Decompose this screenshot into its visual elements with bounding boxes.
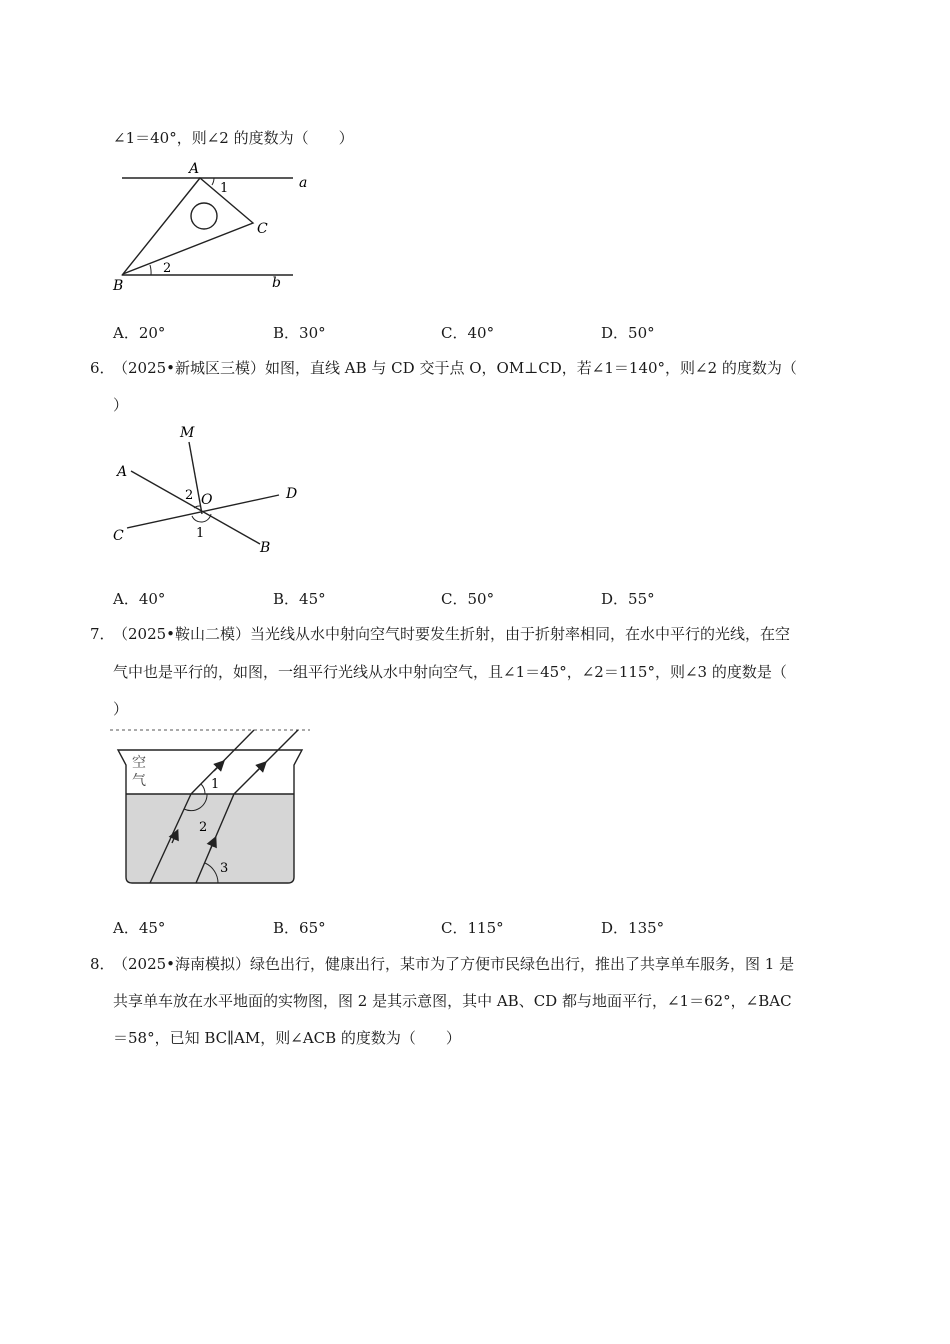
label-D: D (286, 486, 298, 502)
q5-option-b: B．30° (273, 324, 326, 342)
q5-stem-tail: ∠1＝40°，则∠2 的度数为（ ） (113, 129, 354, 147)
q8-stem-line1: （2025•海南模拟）绿色出行，健康出行，某市为了方便市民绿色出行，推出了共享单车服务，图 1 是 (113, 955, 795, 973)
label-b: b (272, 275, 281, 291)
angle-1-arc (212, 178, 214, 185)
q7-option-b: B．65° (273, 919, 326, 937)
ruler-hole (191, 203, 217, 229)
q7-option-a: A．45° (113, 919, 166, 937)
q7-option-c: C．115° (441, 919, 504, 937)
label-B: B (113, 278, 124, 294)
angle-2-label: 2 (185, 488, 194, 503)
angle-1-label: 1 (196, 526, 205, 541)
q7-number: 7． (90, 625, 115, 643)
label-C: C (113, 528, 124, 544)
angle-2-arc (150, 265, 151, 275)
q7-figure (110, 725, 320, 890)
label-A: A (117, 464, 128, 480)
ray2-arrow-air (256, 765, 263, 772)
q7-stem-line3: ） (113, 700, 129, 718)
q8-number: 8． (90, 955, 115, 973)
q5-option-d: D．50° (601, 324, 655, 342)
angle-2-label: 2 (163, 261, 172, 276)
q6-stem-line1: （2025•新城区三模）如图，直线 AB 与 CD 交于点 O，OM⊥CD，若∠1＝140°，则∠2 的度数为（ (113, 359, 797, 377)
label-C: C (257, 221, 268, 237)
q6-stem-line2: ） (113, 396, 129, 414)
q5-figure (105, 155, 330, 295)
angle-1-arc (201, 784, 205, 794)
q6-option-b: B．45° (273, 590, 326, 608)
label-O: O (201, 492, 213, 508)
triangle-ruler (123, 178, 253, 274)
q5-option-a: A．20° (113, 324, 166, 342)
q8-stem-line2: 共享单车放在水平地面的实物图，图 2 是其示意图，其中 AB、CD 都与地面平行，∠1＝62°，∠BAC (113, 992, 792, 1010)
q6-figure (105, 420, 315, 560)
air-char-1: 空 (132, 755, 146, 771)
q7-stem-line2: 气中也是平行的，如图，一组平行光线从水中射向空气，且∠1＝45°，∠2＝115°，则∠3 的度数是（ (113, 663, 787, 681)
ray1-arrow-air (214, 764, 221, 771)
angle-3-label: 3 (220, 861, 229, 876)
label-M: M (180, 425, 195, 441)
angle-1-label: 1 (220, 181, 229, 196)
angle-1-label: 1 (211, 777, 220, 792)
q5-option-c: C．40° (441, 324, 495, 342)
water (126, 794, 294, 883)
q8-stem-line3: ＝58°，已知 BC∥AM，则∠ACB 的度数为（ ） (113, 1029, 461, 1047)
label-B: B (260, 540, 271, 556)
angle-2-label: 2 (199, 820, 208, 835)
q6-option-a: A．40° (113, 590, 166, 608)
label-A: A (189, 161, 200, 177)
q6-option-d: D．55° (601, 590, 655, 608)
q6-number: 6． (90, 359, 115, 377)
q6-option-c: C．50° (441, 590, 495, 608)
q7-stem-line1: （2025•鞍山二模）当光线从水中射向空气时要发生折射，由于折射率相同，在水中平行的光线，在空 (113, 625, 791, 643)
air-char-2: 气 (132, 773, 146, 789)
label-a: a (299, 175, 308, 191)
q7-option-d: D．135° (601, 919, 665, 937)
